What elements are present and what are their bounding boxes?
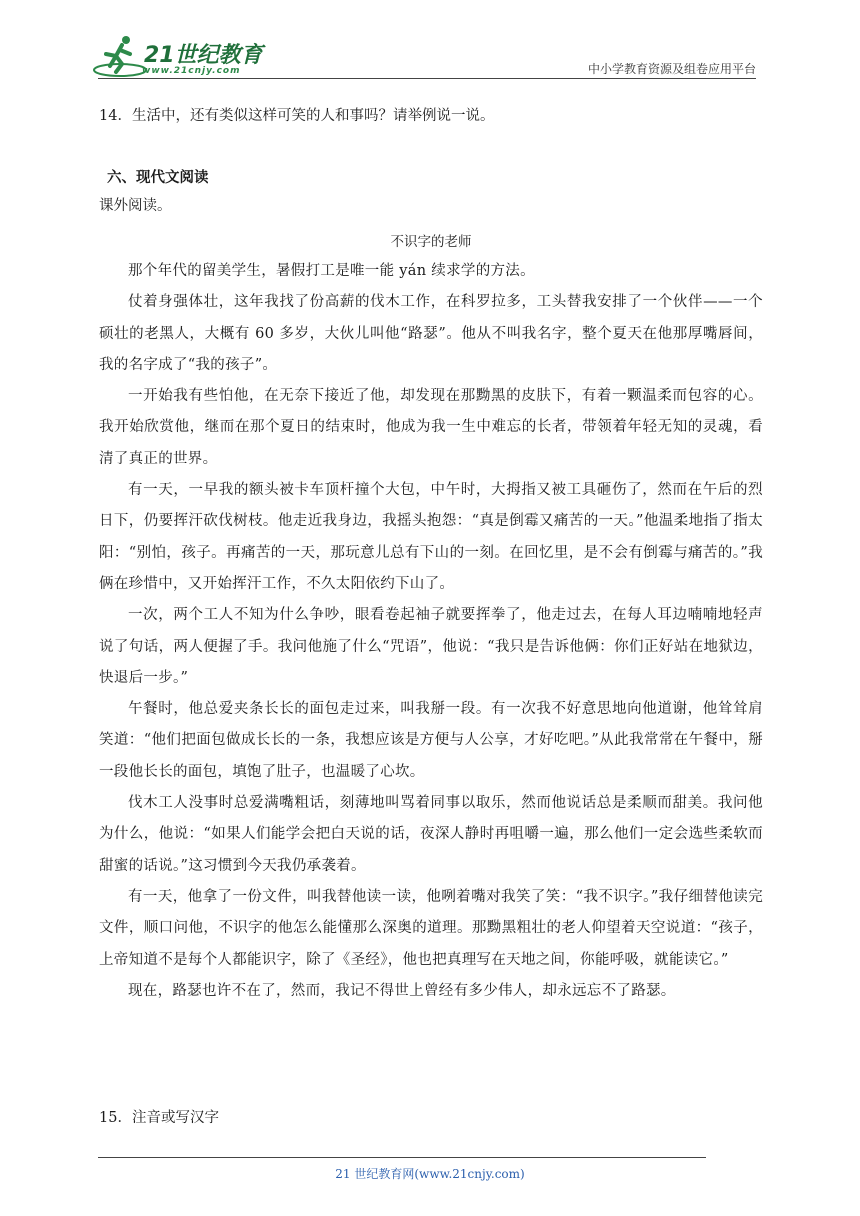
article-paragraph: 有一天，他拿了一份文件，叫我替他读一读，他咧着嘴对我笑了笑：“我不识字。”我仔细替他读完文件，顺口问他，不识字的他怎么能懂那么深奥的道理。那黝黑粗壮的老人仰望着天空说道：“孩子，上帝知道不是每个人都能识字，除了《圣经》，他也把真理写在天地之间，你能呼吸，就能读它。” (99, 888, 763, 968)
extra-reading-label: 课外阅读。 (99, 198, 172, 214)
article-text (99, 256, 763, 1007)
site-logo (92, 30, 262, 80)
footer-divider (98, 1157, 706, 1158)
header-platform-text: 中小学教育资源及组卷应用平台 (587, 62, 756, 76)
article-paragraph: 那个年代的留美学生，暑假打工是唯一能 yán 续求学的方法。 (128, 263, 535, 279)
logo-text: 21世纪教育 (144, 43, 263, 68)
article-paragraph: 午餐时，他总爱夹条长长的面包走过来，叫我掰一段。有一次我不好意思地向他道谢，他耸耸肩笑道：“他们把面包做成长长的一条，我想应该是方便与人公享，才好吃吧。”从此我常常在午餐中，掰一段他长长的面包，填饱了肚子，也温暖了心坎。 (99, 701, 763, 780)
runner-logo-icon (92, 32, 148, 78)
page-header (0, 0, 860, 90)
logo-url: www.21cnjy.com (142, 66, 241, 76)
page-footer: 21 世纪教育网(www.21cnjy.com) (335, 1167, 525, 1181)
article-paragraph: 一次，两个工人不知为什么争吵，眼看卷起袖子就要挥拳了，他走过去，在每人耳边喃喃地轻声说了句话，两人便握了手。我问他施了什么“咒语”，他说：“我只是告诉他俩：你们正好站在地狱边，快退后一步。” (99, 607, 763, 686)
article-paragraph: 现在，路瑟也许不在了，然而，我记不得世上曾经有多少伟人，却永远忘不了路瑟。 (128, 982, 676, 999)
article-paragraph: 一开始我有些怕他，在无奈下接近了他，却发现在那黝黑的皮肤下，有着一颗温柔而包容的心。我开始欣赏他，继而在那个夏日的结束时，他成为我一生中难忘的长者，带领着年轻无知的灵魂，看清了真正的世界。 (99, 388, 763, 467)
section-title: 六、现代文阅读 (107, 170, 209, 186)
article-paragraph: 仗着身强体壮，这年我找了份高薪的伐木工作，在科罗拉多，工头替我安排了一个伙伴——一个硕壮的老黑人，大概有 60 多岁，大伙儿叫他“路瑟”。他从不叫我名字，整个夏天在他那厚嘴唇间，我的名字成了“我的孩子”。 (99, 294, 763, 373)
question-14: 14．生活中，还有类似这样可笑的人和事吗？请举例说一说。 (99, 108, 495, 124)
article-paragraph: 有一天，一早我的额头被卡车顶杆撞个大包，中午时，大拇指又被工具砸伤了，然而在午后的烈日下，仍要挥汗砍伐树枝。他走近我身边，我摇头抱怨：“真是倒霉又痛苦的一天。”他温柔地指了指太阳：“别怕，孩子。再痛苦的一天，那玩意儿总有下山的一刻。在回忆里，是不会有倒霉与痛苦的。”我俩在珍惜中，又开始挥汗工作，不久太阳依约下山了。 (99, 482, 763, 592)
article-paragraph: 伐木工人没事时总爱满嘴粗话，刻薄地叫骂着同事以取乐，然而他说话总是柔顺而甜美。我问他为什么，他说：“如果人们能学会把白天说的话，夜深人静时再咀嚼一遍，那么他们一定会选些柔软而甜蜜的话说。”这习惯到今天我仍承袭着。 (99, 795, 763, 874)
article-title: 不识字的老师 (390, 234, 472, 250)
header-divider (98, 78, 756, 79)
question-15: 15．注音或写汉字 (99, 1110, 219, 1126)
